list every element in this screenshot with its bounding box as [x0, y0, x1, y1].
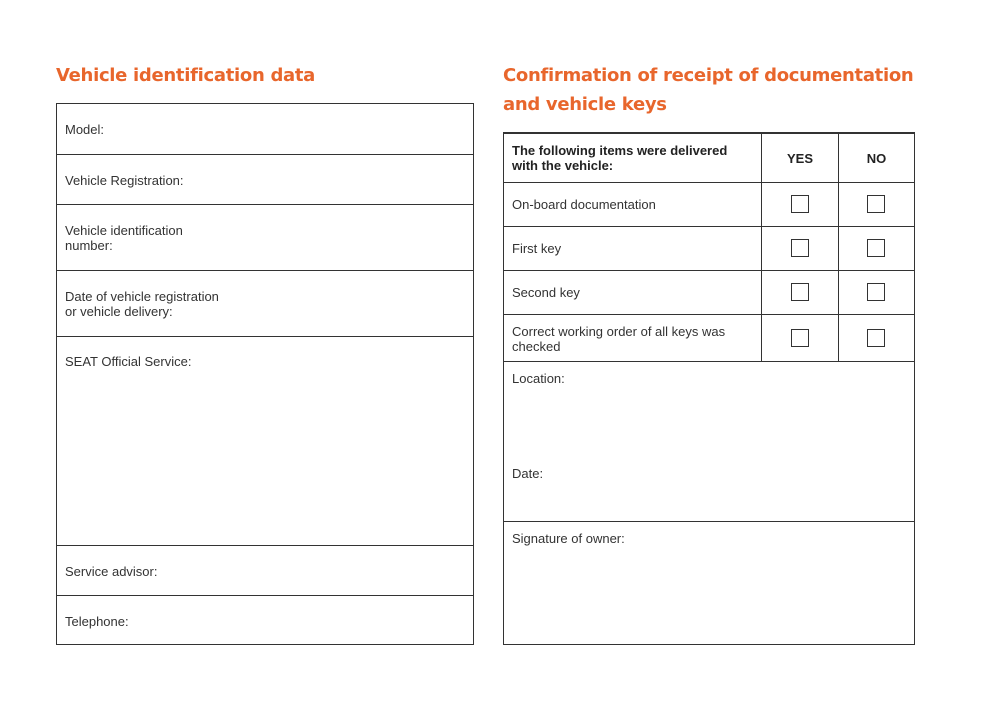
registration-date-label-line2: or vehicle delivery: — [65, 304, 173, 319]
item-label: On-board documentation — [512, 197, 656, 212]
vin-field[interactable] — [57, 204, 473, 270]
registration-date-field[interactable] — [57, 270, 473, 336]
no-column-header: NO — [866, 150, 887, 166]
service-advisor-label: Service advisor: — [65, 564, 158, 579]
signature-label: Signature of owner: — [512, 531, 625, 546]
registration-label: Vehicle Registration: — [65, 173, 184, 188]
location-signature-box — [503, 361, 915, 645]
table-header-label — [512, 143, 752, 173]
model-field[interactable] — [57, 104, 473, 154]
vin-label-line1: Vehicle identification — [65, 223, 183, 238]
vehicle-identification-form — [56, 103, 474, 645]
no-checkbox[interactable] — [867, 239, 885, 257]
yes-checkbox[interactable] — [791, 195, 809, 213]
receipt-confirmation-heading — [503, 61, 923, 119]
model-label: Model: — [65, 122, 105, 137]
item-label: Second key — [512, 285, 580, 300]
telephone-field[interactable] — [57, 595, 473, 645]
delivery-checklist-table — [503, 132, 915, 362]
yes-column-header: YES — [786, 150, 813, 166]
date-label: Date: — [512, 466, 544, 481]
no-checkbox[interactable] — [867, 195, 885, 213]
table-row — [504, 270, 914, 314]
location-label: Location: — [512, 371, 565, 386]
yes-checkbox[interactable] — [791, 329, 809, 347]
official-service-label: SEAT Official Service: — [65, 354, 192, 369]
item-label: First key — [512, 241, 562, 256]
service-advisor-field[interactable] — [57, 545, 473, 595]
official-service-field[interactable] — [57, 336, 473, 545]
no-checkbox[interactable] — [867, 283, 885, 301]
telephone-label: Telephone: — [65, 614, 129, 629]
location-date-field[interactable] — [504, 362, 914, 521]
owner-signature-field[interactable] — [504, 521, 914, 644]
item-label-line1: Correct working order of all keys was — [512, 324, 726, 339]
table-header-line1: The following items were delivered — [512, 143, 728, 158]
yes-checkbox[interactable] — [791, 239, 809, 257]
receipt-heading-line1: Confirmation of receipt of documentation — [503, 65, 914, 86]
table-row — [504, 226, 914, 270]
table-row — [504, 182, 914, 226]
table-header-line2: with the vehicle: — [512, 158, 614, 173]
registration-date-label-line1: Date of vehicle registration — [65, 289, 219, 304]
receipt-heading-line2: and vehicle keys — [503, 94, 667, 115]
table-header-row — [504, 133, 914, 182]
no-checkbox[interactable] — [867, 329, 885, 347]
item-label-line2: checked — [512, 339, 561, 354]
vin-label-line2: number: — [65, 238, 113, 253]
vehicle-identification-heading: Vehicle identification data — [56, 65, 316, 86]
yes-checkbox[interactable] — [791, 283, 809, 301]
table-row — [504, 314, 914, 361]
registration-field[interactable] — [57, 154, 473, 204]
